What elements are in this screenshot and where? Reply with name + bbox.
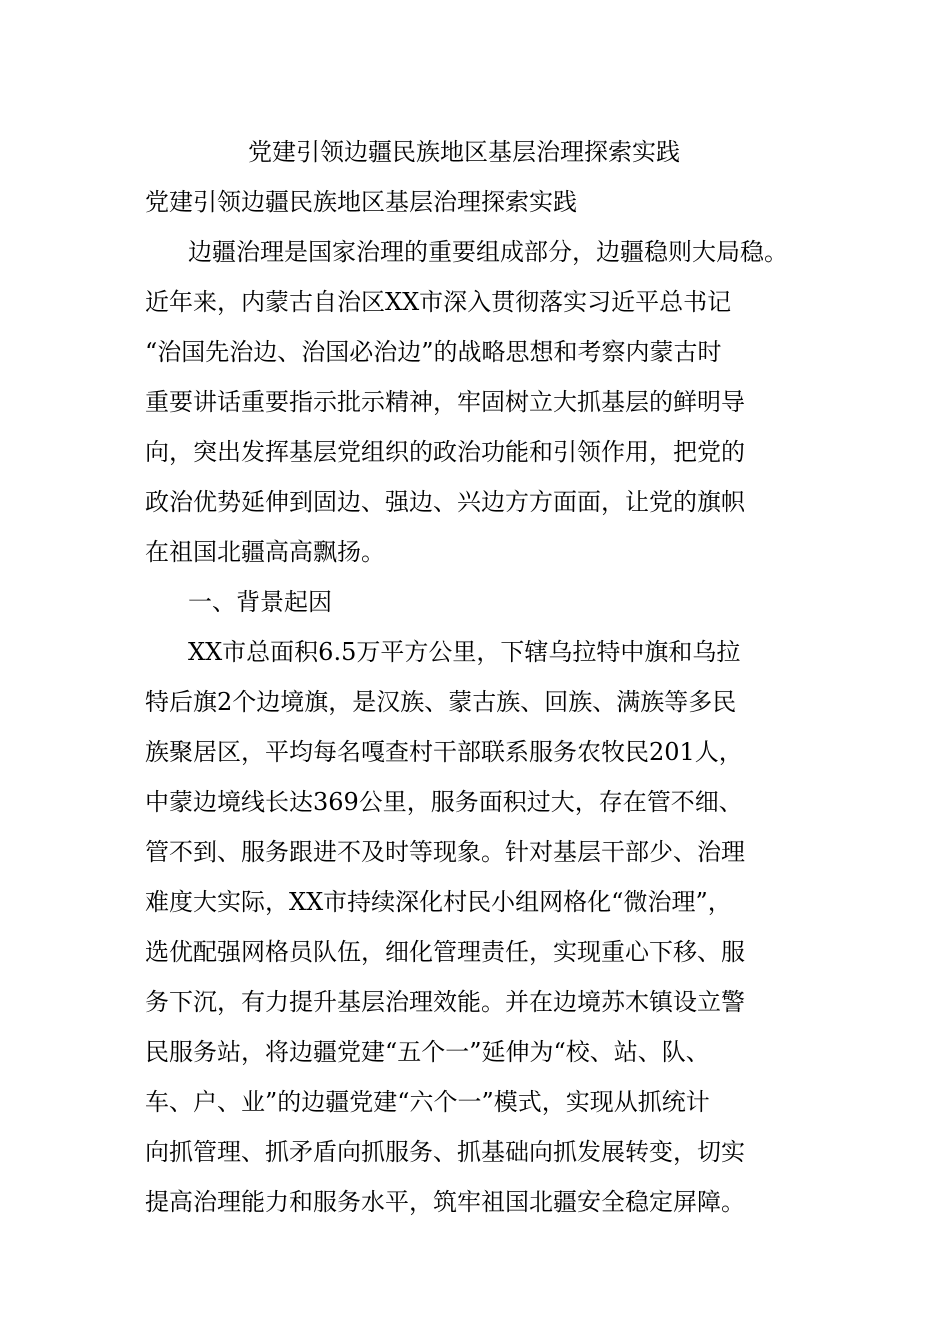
paragraph-line: 重要讲话重要指示批示精神，牢固树立大抓基层的鲜明导 [145,388,745,416]
document-title: 党建引领边疆民族地区基层治理探索实践 [248,138,680,166]
paragraph-line: 边疆治理是国家治理的重要组成部分，边疆稳则大局稳。 [188,238,788,266]
paragraph-line: 管不到、服务跟进不及时等现象。针对基层干部少、治理 [145,838,745,866]
paragraph-line: 难度大实际，XX市持续深化村民小组网格化“微治理”， [145,888,732,916]
section-heading: 一、背景起因 [188,588,332,616]
paragraph-line: 车、户、业”的边疆党建“六个一”模式，实现从抓统计 [145,1088,710,1116]
paragraph-line: “治国先治边、治国必治边”的战略思想和考察内蒙古时 [145,338,722,366]
paragraph-line: 中蒙边境线长达369公里，服务面积过大，存在管不细、 [145,788,743,816]
paragraph-line: 政治优势延伸到固边、强边、兴边方方面面，让党的旗帜 [145,488,745,516]
paragraph-line: 在祖国北疆高高飘扬。 [145,538,385,566]
paragraph-line: 选优配强网格员队伍，细化管理责任，实现重心下移、服 [145,938,745,966]
paragraph-line: XX市总面积6.5万平方公里，下辖乌拉特中旗和乌拉 [188,638,741,666]
paragraph-line: 特后旗2个边境旗，是汉族、蒙古族、回族、满族等多民 [145,688,737,716]
paragraph-line: 务下沉，有力提升基层治理效能。并在边境苏木镇设立警 [145,988,745,1016]
paragraph-line: 向抓管理、抓矛盾向抓服务、抓基础向抓发展转变，切实 [145,1138,745,1166]
paragraph-line: 近年来，内蒙古自治区XX市深入贯彻落实习近平总书记 [145,288,732,316]
paragraph-line: 提高治理能力和服务水平，筑牢祖国北疆安全稳定屏障。 [145,1188,745,1216]
paragraph-line: 族聚居区，平均每名嘎查村干部联系服务农牧民201人， [145,738,743,766]
paragraph-line: 向，突出发挥基层党组织的政治功能和引领作用，把党的 [145,438,745,466]
paragraph-line: 民服务站，将边疆党建“五个一”延伸为“校、站、队、 [145,1038,710,1066]
document-subtitle: 党建引领边疆民族地区基层治理探索实践 [145,188,577,216]
